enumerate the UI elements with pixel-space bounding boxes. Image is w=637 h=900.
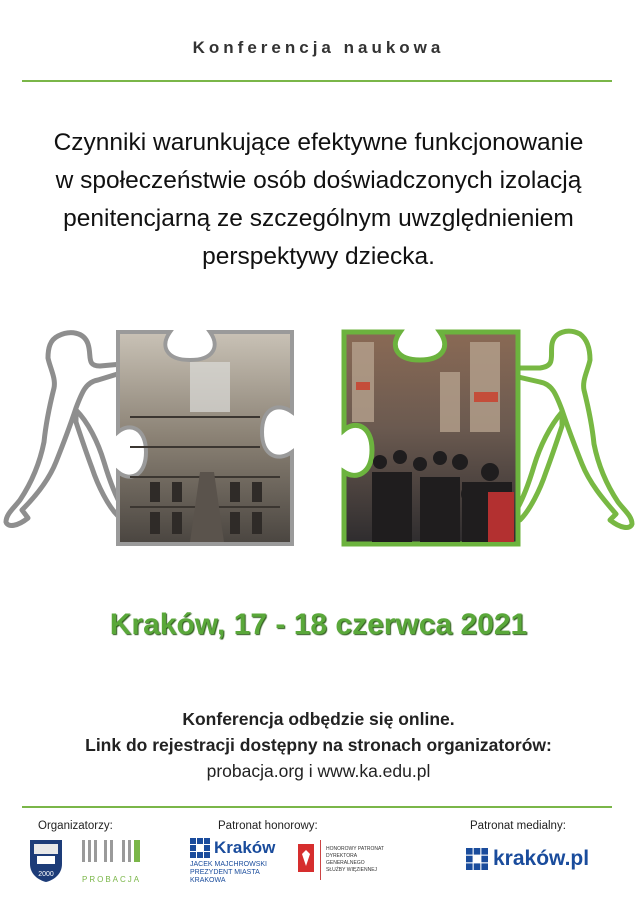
- online-note: Konferencja odbędzie się online.: [182, 709, 455, 729]
- prison-service-text: [326, 846, 396, 874]
- krakow-logo-text: Kraków: [214, 838, 276, 857]
- mayor-name: JACEK MAJCHROWSKI: [190, 861, 268, 868]
- event-info: [0, 706, 637, 784]
- bottom-divider: [22, 806, 612, 808]
- title-line: penitencjarną ze szczególnym uwzględnieniem: [63, 205, 574, 232]
- title-line: Czynniki warunkujące efektywne funkcjonowanie: [53, 129, 584, 156]
- conference-kicker: Konferencja naukowa: [192, 38, 445, 57]
- honorary-patronage-label: Patronat honorowy:: [218, 820, 318, 832]
- media-patronage-label: Patronat medialny:: [470, 820, 566, 832]
- top-divider: [22, 80, 612, 82]
- krakow-pl-logo: [466, 846, 606, 872]
- probacja-logo: [82, 838, 144, 882]
- university-crest-icon: [28, 838, 64, 882]
- patronage-separator: [320, 840, 321, 880]
- event-date: Kraków, 17 - 18 czerwca 2021: [109, 608, 528, 641]
- patronage-line: HONOROWY PATRONAT: [326, 846, 384, 852]
- crowd-puzzle-piece: [344, 332, 518, 544]
- title-line: perspektywy dziecka.: [202, 243, 435, 270]
- title-line: w społeczeństwie osób doświadczonych izolacją: [55, 167, 582, 194]
- krakow-city-logo: [190, 838, 286, 882]
- prison-puzzle-piece: [118, 332, 292, 544]
- krakow-mark-icon: [190, 838, 210, 858]
- patronage-line: SŁUŻBY WIĘZIENNEJ: [326, 867, 378, 873]
- probacja-name: PROBACJA: [82, 875, 142, 884]
- prison-service-patronage: [298, 840, 398, 880]
- krakow-pl-text: kraków.pl: [493, 847, 590, 870]
- registration-note: Link do rejestracji dostępny na stronach organizatorów:: [85, 735, 552, 755]
- university-logo: [28, 838, 64, 882]
- polish-eagle-icon: [298, 840, 314, 880]
- right-figure-outline: [514, 331, 632, 527]
- left-figure-outline: [6, 333, 124, 526]
- organizers-label: Organizatorzy:: [38, 820, 113, 832]
- organizer-websites: probacja.org i www.ka.edu.pl: [206, 761, 431, 781]
- mayor-title: PREZYDENT MIASTA KRAKOWA: [190, 869, 260, 884]
- probacja-bars-icon: [82, 838, 144, 866]
- patronage-line: DYREKTORA GENERALNEGO: [326, 853, 365, 866]
- puzzle-illustration: [0, 322, 637, 552]
- krakow-pl-mark-icon: [466, 848, 488, 870]
- university-year: 2000: [38, 871, 54, 878]
- conference-title: [20, 124, 617, 276]
